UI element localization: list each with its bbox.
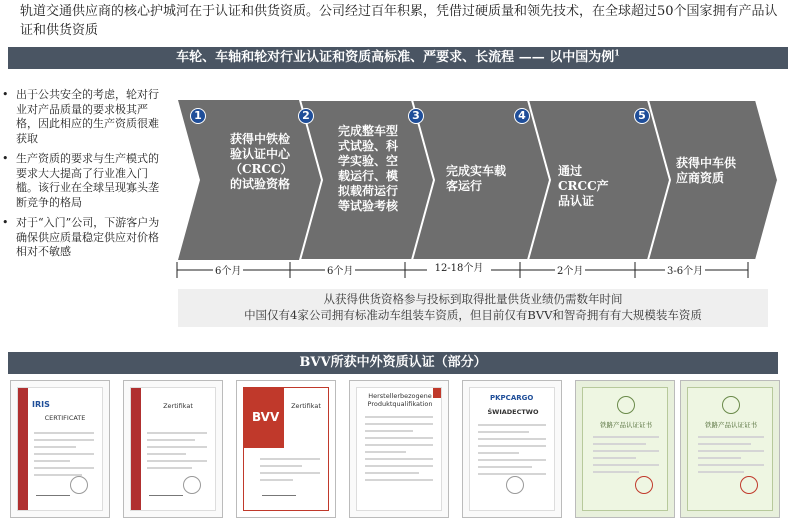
certificate-image-6 [575,380,675,518]
bullet-text: 对于“入门”公司，下游客户为确保供应质量稳定供应对价格相对不敏感 [16,216,160,258]
certificate-image-4 [349,380,449,518]
bullet-item [0,152,160,210]
section-banner-certification [8,47,788,69]
section-banner-certificates [8,352,778,374]
duration-label-4: 2个月 [555,262,585,277]
bullet-dot-icon: • [2,152,9,165]
step-text-2: 完成整车型式试验、科学实验、空载运行、模拟载荷运行等试验考核 [338,124,399,213]
step-text-4: 通过CRCC产品认证 [558,164,609,208]
certificate-image-3 [236,380,336,518]
duration-label-5: 3-6个月 [665,262,705,277]
duration-timeline [175,258,750,288]
bullet-item [0,216,160,260]
certificate-logo: BVV [252,410,280,424]
step-text-5: 获得中车供应商资质 [676,156,737,185]
banner-title: 车轮、车轴和轮对行业认证和资质高标准、严要求、长流程 —— 以中国为例 [176,50,615,65]
certificate-logo: IRIS [32,400,50,409]
certificate-image-5 [462,380,562,518]
bullet-dot-icon: • [2,216,9,229]
note-line-1: 从获得供货资格参与投标到取得批量供货业绩仍需数年时间 [323,292,623,306]
step-number-1: 1 [190,108,206,124]
certificate-title: 铁路产品认证证书 [705,421,757,429]
duration-label-3: 12-18个月 [427,262,491,275]
step-number-3: 3 [408,108,424,124]
certificate-image-2 [123,380,223,518]
bullet-list [0,88,160,266]
certificate-logo: PKPCARGO [490,394,534,402]
certificate-gallery [8,380,780,520]
bullet-text: 生产资质的要求与生产模式的要求大大提高了行业准入门槛。该行业在全球呈现寡头垄断竞争的格局 [16,152,159,209]
step-number-2: 2 [298,108,314,124]
certificate-title: CERTIFICATE [44,414,86,422]
step-number-5: 5 [634,108,650,124]
bullet-item [0,88,160,146]
process-flow [178,100,778,260]
certificate-title: Zertifikat [163,402,193,410]
duration-label-2: 6个月 [325,262,355,277]
qualification-note [178,289,768,327]
certificate-image-1 [10,380,110,518]
certificate-image-7 [680,380,780,518]
banner-footnote: 1 [614,47,620,58]
step-text-1: 获得中铁检验认证中心（CRCC）的试验资格 [230,132,291,191]
bullet-dot-icon: • [2,88,9,101]
certificate-title: Herstellerbezogene Produktqualifikation [367,392,433,408]
bullet-text: 出于公共安全的考虑，轮对行业对产品质量的要求极其严格，因此相应的生产资质很难获取 [16,88,159,145]
step-number-4: 4 [514,108,530,124]
certificate-title: 铁路产品认证证书 [600,421,652,429]
certificate-title: ŚWIADECTWO [487,408,539,416]
certificate-title: Zertifikat [291,402,321,410]
duration-label-1: 6个月 [213,262,243,277]
banner-title: BVV所获中外资质认证（部分） [299,355,487,370]
note-line-2: 中国仅有4家公司拥有标准动车组装车资质，但目前仅有BVV和智奇拥有有大规模装车资质 [244,308,702,322]
step-text-3: 完成实车载客运行 [446,164,507,193]
intro-text: 轨道交通供应商的核心护城河在于认证和供货资质。公司经过百年积累，凭借过硬质量和领先技术，在全球超过50个国家拥有产品认证和供货资质 [20,4,778,38]
